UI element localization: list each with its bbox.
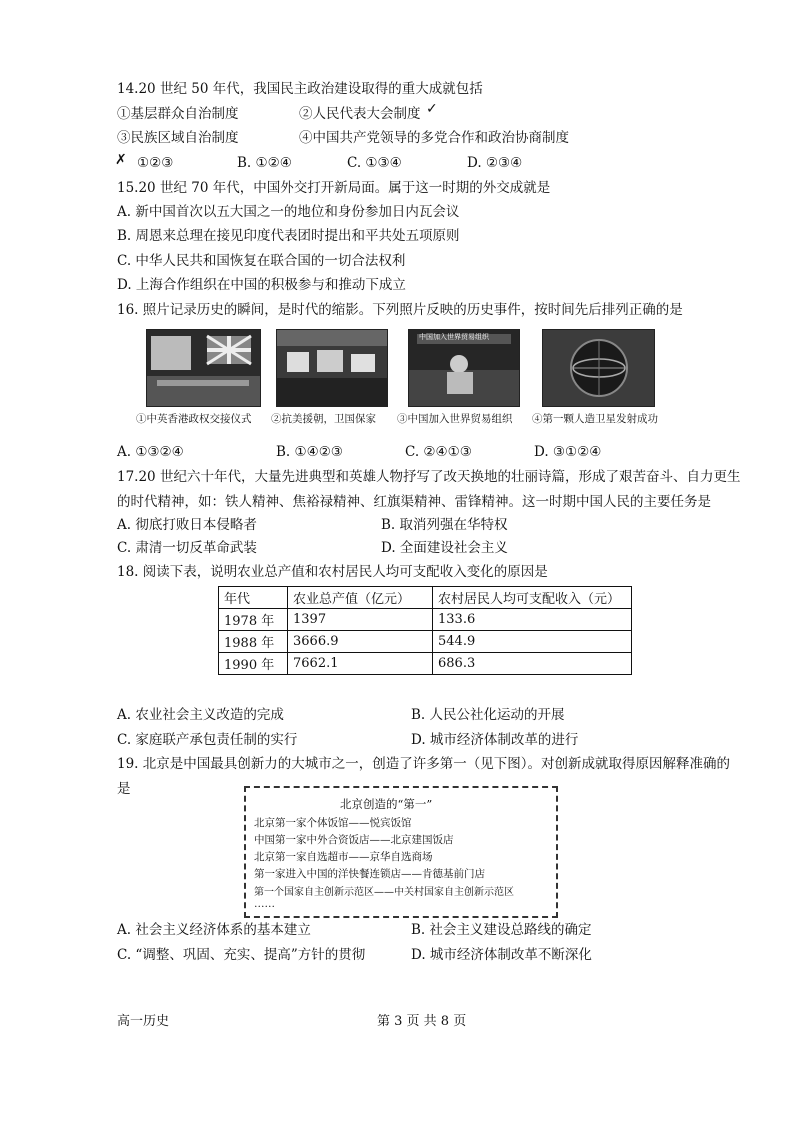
box-line: 中国第一家中外合资饭店——北京建国饭店 [254,834,454,846]
box-line: 第一个国家自主创新示范区——中关村国家自主创新示范区 [254,887,514,898]
q14-item-3: ③民族区域自治制度 [117,130,239,146]
table-header-row [219,587,632,609]
beijing-firsts-box [244,786,558,918]
box-line: …… [254,898,275,910]
q16-stem: 16. 照片记录历史的瞬间，是时代的缩影。下列照片反映的历史事件，按时间先后排列正确的是 [117,302,683,318]
q14-option-b: B. ①②④ [237,155,292,171]
checkmark-icon: ✓ [426,101,438,117]
q16-option-a: A. ①③②④ [117,444,184,460]
q19-stem-line-2: 是 [117,781,131,797]
q16-option-b: B. ①④②③ [276,444,343,460]
q17-stem-line-2: 的时代精神，如：铁人精神、焦裕禄精神、红旗渠精神、雷锋精神。这一时期中国人民的主要任务是 [117,494,711,510]
photo-wto-accession [408,329,520,407]
table-cell: 1397 [288,609,433,631]
table-cell: 686.3 [433,653,632,675]
q16-option-d: D. ③①②④ [534,444,602,460]
q16-option-c: C. ②④①③ [405,444,472,460]
table-cell: 1990 年 [219,653,288,675]
wto-banner-text: 中国加入世界贸易组织 [419,333,489,341]
box-line: 第一家进入中国的洋快餐连锁店——肯德基前门店 [254,868,485,880]
q14-option-d: D. ②③④ [467,155,523,171]
table-row [219,609,632,631]
table-cell: 544.9 [433,631,632,653]
photo-caption-4: ④第一颗人造卫星发射成功 [532,413,658,425]
q14-item-1: ①基层群众自治制度 [117,106,239,122]
q15-option-b: B. 周恩来总理在接见印度代表团时提出和平共处五项原则 [117,228,460,244]
photo-satellite-launch [542,329,655,407]
q17-option-a: A. 彻底打败日本侵略者 [117,517,257,533]
q18-option-a: A. 农业社会主义改造的完成 [117,707,284,723]
q15-option-d: D. 上海合作组织在中国的积极参与和推动下成立 [117,277,406,293]
box-line: 北京第一家自选超市——京华自选商场 [254,851,433,863]
table-cell: 133.6 [433,609,632,631]
q15-option-c: C. 中华人民共和国恢复在联合国的一切合法权利 [117,253,406,269]
table-cell: 1988 年 [219,631,288,653]
box-title: 北京创造的“第一” [340,797,433,811]
table-row [219,653,632,675]
table-header: 年代 [219,587,288,609]
q14-item-4: ④中国共产党领导的多党合作和政治协商制度 [299,130,569,146]
table-header: 农村居民人均可支配收入（元） [433,587,632,609]
q18-stem: 18. 阅读下表，说明农业总产值和农村居民人均可支配收入变化的原因是 [117,564,548,580]
q17-option-d: D. 全面建设社会主义 [381,540,508,556]
table-cell: 7662.1 [288,653,433,675]
footer-subject: 高一历史 [117,1014,170,1029]
q19-option-b: B. 社会主义建设总路线的确定 [411,922,592,938]
q15-option-a: A. 新中国首次以五大国之一的地位和身份参加日内瓦会议 [117,204,460,220]
photo-korean-war [276,329,388,407]
q14-item-2: ②人民代表大会制度 [299,106,421,122]
q17-option-c: C. 肃清一切反革命武装 [117,540,257,556]
handwritten-mark-icon: ✗ [115,152,127,168]
q19-stem-line-1: 19. 北京是中国最具创新力的大城市之一，创造了许多第一（见下图）。对创新成就取得原因解释准确的 [117,756,731,772]
table-cell: 1978 年 [219,609,288,631]
q18-option-d: D. 城市经济体制改革的进行 [411,732,579,748]
q19-option-a: A. 社会主义经济体系的基本建立 [117,922,311,938]
q19-option-c: C. “调整、巩固、充实、提高”方针的贯彻 [117,947,366,963]
q14-option-c: C. ①③④ [347,155,402,171]
photo-handover-ceremony [146,329,261,407]
table-header: 农业总产值（亿元） [288,587,433,609]
q17-stem-line-1: 17.20 世纪六十年代，大量先进典型和英雄人物抒写了改天换地的壮丽诗篇，形成了艰苦奋斗、自力更生 [117,469,741,485]
q14-option-a: ①②③ [137,155,174,171]
q19-option-d: D. 城市经济体制改革不断深化 [411,947,592,963]
photo-caption-1: ①中英香港政权交接仪式 [136,413,252,425]
table-cell: 3666.9 [288,631,433,653]
q15-stem: 15.20 世纪 70 年代，中国外交打开新局面。属于这一时期的外交成就是 [117,180,551,196]
photo-caption-3: ③中国加入世界贸易组织 [397,413,513,425]
footer-page-number: 第 3 页 共 8 页 [377,1014,467,1029]
q18-option-b: B. 人民公社化运动的开展 [411,707,565,723]
q17-option-b: B. 取消列强在华特权 [381,517,508,533]
income-table [218,586,632,675]
table-row [219,631,632,653]
photo-caption-2: ②抗美援朝，卫国保家 [271,413,376,425]
box-line: 北京第一家个体饭馆——悦宾饭馆 [254,817,412,829]
q14-stem: 14.20 世纪 50 年代，我国民主政治建设取得的重大成就包括 [117,81,483,97]
q18-option-c: C. 家庭联产承包责任制的实行 [117,732,298,748]
